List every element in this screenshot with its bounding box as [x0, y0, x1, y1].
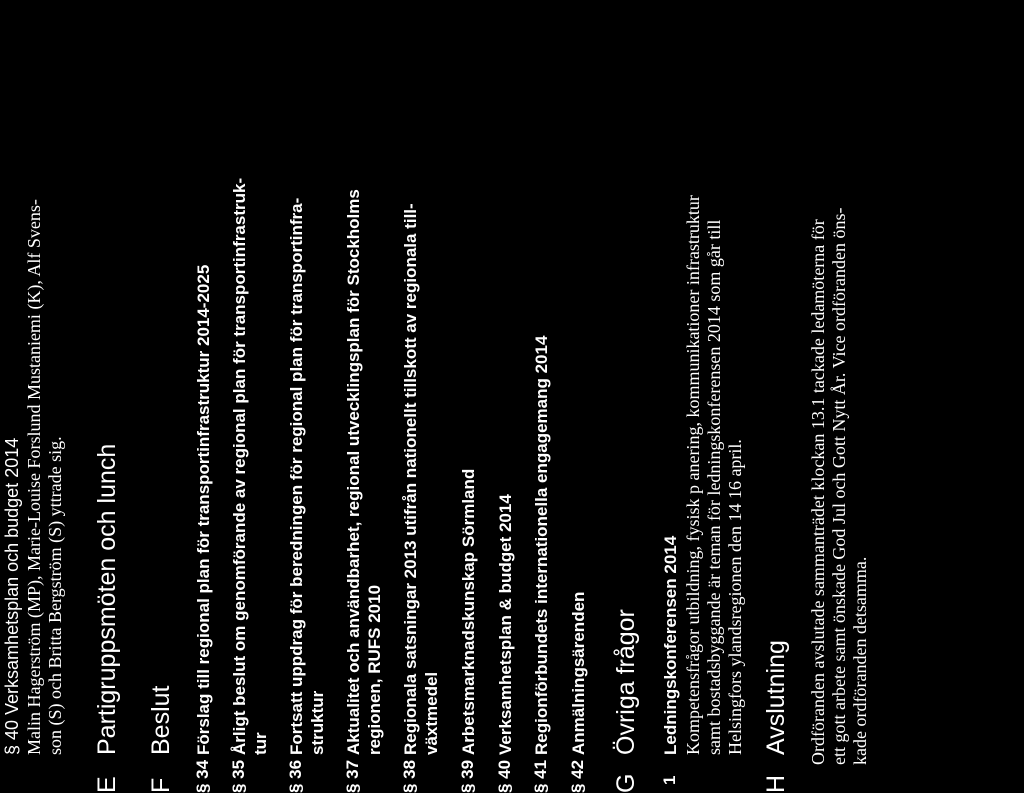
decision-title-line: regionen, RUFS 2010 — [365, 584, 384, 755]
section-title-partigruppsmoten: Partigruppsmöten och lunch — [93, 443, 121, 755]
closing-paragraph — [808, 208, 871, 765]
closing-line: kade ordföranden detsamma. — [850, 556, 870, 765]
decision-title — [458, 469, 479, 755]
decision-title — [495, 494, 516, 755]
decision-number: § 36 — [286, 759, 305, 793]
decision-title — [343, 189, 385, 755]
other-item-body — [683, 195, 746, 755]
decision-title — [531, 336, 552, 755]
decision-title-line: Arbetsmarknadskunskap Sörmland — [459, 468, 478, 755]
decision-title-line: Verksamhetsplan & budget 2014 — [496, 494, 515, 755]
decision-number: § 37 — [343, 759, 362, 793]
section-title-ovriga-fragor: Övriga frågor — [612, 609, 640, 755]
decision-title-line: Fortsatt uppdrag för beredningen för regional plan för transportinfra- — [287, 197, 306, 755]
other-item-line: samt bostadsbyggande är teman för ledningskonferensen 2014 som går till — [704, 219, 724, 755]
decision-title-line: Förslag till regional plan för transportinfrastruktur 2014-2025 — [194, 264, 213, 755]
section-letter-g: G — [612, 773, 640, 793]
other-item-number: 1 — [660, 775, 679, 785]
decision-title — [229, 178, 271, 755]
intro-line: Malin Hagerström (MP), Marie-Louise Forslund Mustaniemi (K), Alf Svens- — [24, 199, 44, 755]
section-letter-e: E — [93, 776, 121, 793]
closing-line: ett gott arbete samt önskade God Jul och Gott Nytt År. Vice ordföranden öns- — [829, 207, 849, 765]
other-item-line: Kompetensfrågor utbildning, fysisk p anering, kommunikationer infrastruktur — [683, 195, 703, 755]
decision-number: § 40 — [495, 759, 514, 793]
decision-title-line: Regionala satsningar 2013 utifrån nationellt tillskott av regionala till- — [401, 203, 420, 755]
decision-title — [286, 198, 328, 755]
decision-title — [193, 265, 214, 755]
decision-number: § 35 — [229, 759, 248, 793]
decision-number: § 42 — [568, 759, 587, 793]
section-title-beslut: Beslut — [147, 685, 175, 755]
decision-title-line: struktur — [308, 690, 327, 755]
decision-title — [400, 203, 442, 755]
decision-title-line: Aktualitet och användbarhet, regional utvecklingsplan för Stockholms — [344, 189, 363, 755]
decision-title-line: växtmedel — [422, 671, 441, 755]
section-letter-h: H — [762, 774, 790, 793]
decision-number: § 39 — [458, 759, 477, 793]
intro-line: son (S) och Britta Bergström (S) yttrade sig. — [45, 436, 65, 755]
closing-line: Ordföranden avslutade sammanträdet klockan 13.1 tackade ledamöterna för — [808, 219, 828, 765]
decision-title-line: tur — [251, 732, 270, 755]
intro-heading: § 40 Verksamhetsplan och budget 2014 — [2, 437, 22, 755]
decision-title-line: Anmälningsärenden — [569, 591, 588, 755]
decision-number: § 41 — [531, 759, 550, 793]
decision-title-line: Regionförbundets internationella engagemang 2014 — [532, 335, 551, 755]
decision-title-line: Årligt beslut om genomförande av regional plan för transportinfrastruk- — [230, 177, 249, 755]
decision-title — [568, 592, 589, 755]
other-item-title: Ledningskonferensen 2014 — [661, 535, 680, 755]
section-letter-f: F — [147, 777, 175, 793]
other-item-line: Helsingfors ylandsregionen den 14 16 april. — [725, 439, 745, 755]
decision-number: § 34 — [193, 759, 212, 793]
decision-number: § 38 — [400, 759, 419, 793]
section-title-avslutning: Avslutning — [762, 640, 790, 755]
intro-paragraph — [24, 199, 66, 755]
